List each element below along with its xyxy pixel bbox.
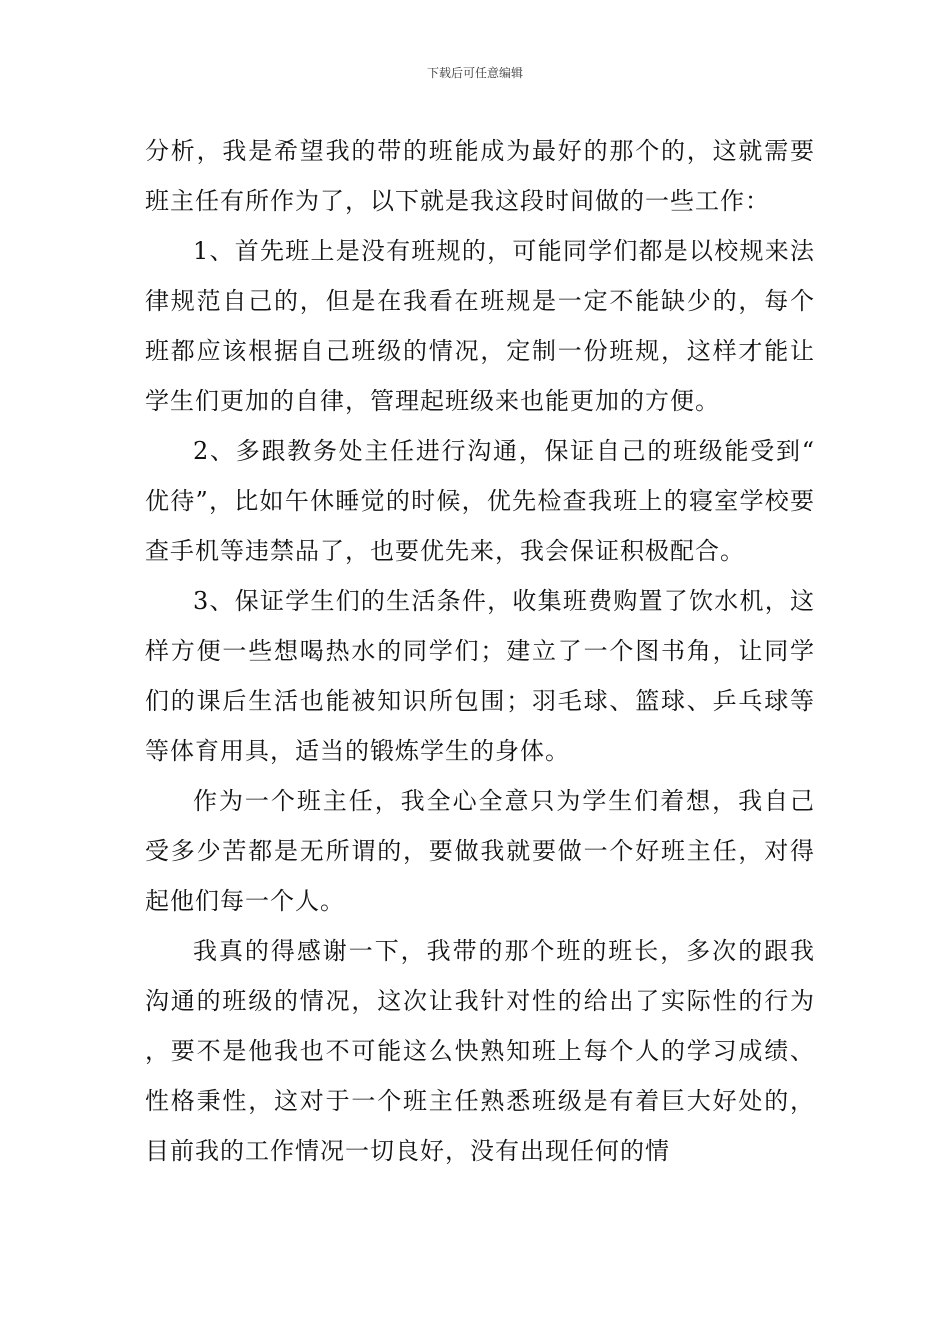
paragraph-item-3: 3、保证学生们的生活条件，收集班费购置了饮水机，这样方便一些想喝热水的同学们；建立了一个图书角，让同学们的课后生活也能被知识所包围；羽毛球、篮球、乒乓球等等体育用具，适当的锻炼学生的身体。 — [145, 587, 815, 765]
document-body — [145, 126, 815, 1176]
paragraph-intro: 分析，我是希望我的带的班能成为最好的那个的，这就需要班主任有所作为了，以下就是我这段时间做的一些工作： — [145, 137, 815, 215]
paragraph-item-2: 2、多跟教务处主任进行沟通，保证自己的班级能受到“优待”，比如午休睡觉的时候，优先检查我班上的寝室学校要查手机等违禁品了，也要优先来，我会保证积极配合。 — [145, 437, 815, 565]
paragraph-reflection: 作为一个班主任，我全心全意只为学生们着想，我自己受多少苦都是无所谓的，要做我就要做一个好班主任，对得起他们每一个人。 — [145, 787, 815, 915]
paragraph-thanks: 我真的得感谢一下，我带的那个班的班长，多次的跟我沟通的班级的情况，这次让我针对性的给出了实际性的行为，要不是他我也不可能这么快熟知班上每个人的学习成绩、性格秉性，这对于一个班主任熟悉班级是有着巨大好处的，目前我的工作情况一切良好，没有出现任何的情 — [145, 937, 815, 1165]
paragraph-item-1: 1、首先班上是没有班规的，可能同学们都是以校规来法律规范自己的，但是在我看在班规是一定不能缺少的，每个班都应该根据自己班级的情况，定制一份班规，这样才能让学生们更加的自律，管理起班级来也能更加的方便。 — [145, 237, 815, 415]
page-header-note: 下载后可任意编辑 — [426, 66, 523, 80]
